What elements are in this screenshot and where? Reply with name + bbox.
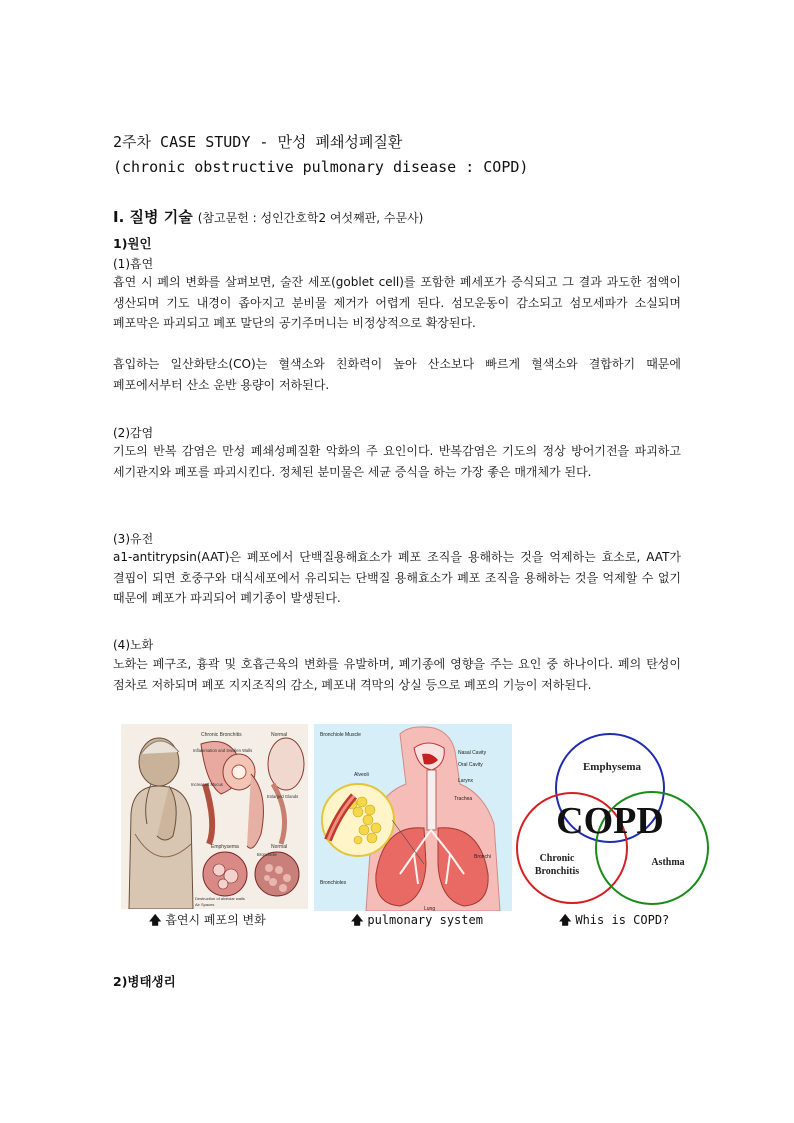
smoking-lung-figure [121,724,308,909]
emphysema-label: Emphysema [582,761,642,773]
fig1-label: Normal [271,844,288,850]
fig1-label: Air Spaces [195,902,215,907]
infection-heading: (2)감염 [113,426,154,440]
fig1-label: Destruction of alveolar walls [195,896,245,901]
smoking-paragraph-1: 흡연 시 폐의 변화를 살펴보면, 술잔 세포(goblet cell)를 포함한 폐세포가 증식되고 그 결과 과도한 점액이 생산되며 기도 내경이 좁아지고 분비물 제거가 어렵게 된다. 섬모운동이 감소되고 섬모세파가 소실되며 폐포막은 파괴되고 폐포 말단의 공기주머니는 비정상적으로 확장된다. [113,275,681,331]
fig1-label: Bronchiole [257,852,277,857]
aging-heading: (4)노화 [113,638,154,652]
up-arrow-icon: 🡅 [149,913,162,927]
smoking-lung-illustration [121,724,308,909]
fig1-label: Inflammation and Swollen Walls [193,748,253,753]
infection-paragraph: 기도의 반복 감염은 만성 폐쇄성폐질환 악화의 주 요인이다. 반복감염은 기도의 정상 방어기전을 파괴하고 세기관지와 폐포를 파괴시킨다. 정체된 분미물은 세균 증식을 하는 가장 좋은 매개체가 된다. [113,444,681,479]
figure2-caption [351,911,483,932]
fig2-label: Alveoli [354,772,369,778]
title-line-2: (chronic obstructive pulmonary disease : COPD) [113,158,529,176]
fig1-label: Enlarged Glands [267,794,299,799]
fig2-label: Oral Cavity [458,762,483,768]
copd-venn-figure [515,724,711,911]
genetics-heading: (3)유전 [113,532,154,546]
smoking-paragraph-2: 흡입하는 일산화탄소(CO)는 혈색소와 친화력이 높아 산소보다 빠르게 혈색소와 결합하기 때문에 폐포에서부터 산소 운반 용량이 저하된다. [113,357,681,392]
copd-venn-diagram [515,724,711,911]
smoking-heading: (1)흡연 [113,257,154,271]
fig2-label: Nasal Cavity [458,750,487,756]
fig2-label: Larynx [458,778,474,784]
fig2-label: Bronchioles [320,880,347,886]
fig2-label: Lung [424,906,436,911]
up-arrow-icon: 🡅 [351,913,364,927]
copd-center-label: COPD [556,800,664,842]
figure3-caption [559,911,669,932]
pulmonary-system-illustration [314,724,512,911]
asthma-label: Asthma [651,857,685,868]
chronic-bronchitis-label-1: Chronic [539,853,575,864]
fig1-label: Normal [271,732,288,738]
genetics-paragraph: a1-antitrypsin(AAT)은 폐포에서 단백질용해효소가 폐포 조직을 용해하는 것을 억제하는 효소로, AAT가 결핍이 되면 호중구와 대식세포에서 유리되는 단백질 용해효소가 폐포 조직을 용해하는 것을 억제할 수 없기 때문에 폐포가 파괴되어 폐기종이 발생된다. [113,550,681,606]
pathophysiology-heading: 2)병태생리 [113,974,176,989]
fig2-label: Bronchi [474,854,491,860]
section-title: Ⅰ. 질병 기술 [113,208,193,226]
chronic-bronchitis-label-2: Bronchitis [534,866,580,877]
aging-paragraph: 노화는 폐구조, 흉곽 및 호흡근육의 변화를 유발하며, 폐기종에 영향을 주는 요인 중 하나이다. 폐의 탄성이 점차로 저하되며 폐포 지지조직의 감소, 폐포내 격막의 상실 등으로 폐포의 기능이 저하된다. [113,657,681,692]
cause-heading: 1)원인 [113,236,152,251]
fig2-label: Bronchiole Muscle [320,732,361,738]
section-reference: (참고문헌 : 성인간호학2 여섯째판, 수문사) [197,211,424,225]
section-heading [113,206,423,227]
fig1-label: Emphysema [211,844,239,850]
fig2-label: Trachea [454,796,473,802]
figure1-caption-text: 흡연시 폐포의 변화 [165,913,266,927]
up-arrow-icon: 🡅 [559,913,572,927]
pulmonary-system-figure [314,724,512,911]
fig1-label: Chronic Bronchitis [201,732,242,738]
title-line-1: 2주차 CASE STUDY - 만성 폐쇄성폐질환 [113,133,403,151]
figure2-caption-text: pulmonary system [367,913,483,927]
fig1-label: Increased Mucus [191,782,223,787]
figure1-caption [149,911,266,932]
figure3-caption-text: Whis is COPD? [575,913,670,927]
